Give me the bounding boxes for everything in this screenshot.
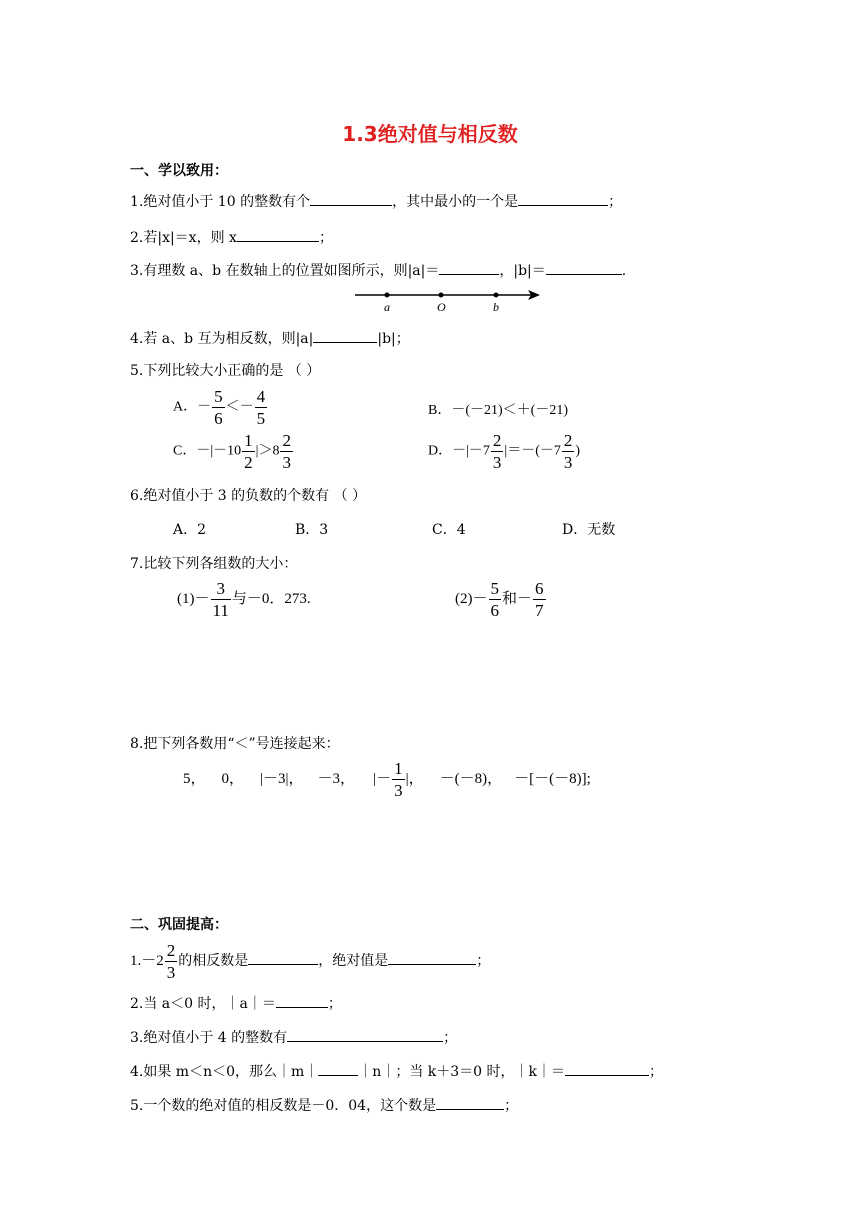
answer-blank[interactable] xyxy=(546,260,622,275)
answer-blank[interactable] xyxy=(276,993,328,1008)
question-2-5: 5.一个数的绝对值的相反数是－0．04，这个数是 ； xyxy=(130,1095,518,1115)
page-title: 1.3绝对值与相反数 xyxy=(342,122,518,146)
choice-6-d[interactable]: D．无数 xyxy=(562,522,616,538)
choice-6-a[interactable]: A．2 xyxy=(173,522,207,538)
section-heading-2: 二、巩固提高： xyxy=(130,917,228,933)
fraction: $\frac{3}{11}$ xyxy=(212,579,229,620)
answer-blank[interactable] xyxy=(287,1027,443,1042)
question-1-4: 4.若 a、b 互为相反数，则|a| |b|； xyxy=(130,328,410,348)
question-2-2: 2.当 a＜0 时，｜a｜＝ ； xyxy=(130,993,342,1013)
question-1-3: 3.有理数 a、b 在数轴上的位置如图所示，则|a|＝ ，|b|＝ . xyxy=(130,260,626,280)
fraction: $\frac{5}{6}$ xyxy=(490,579,499,620)
answer-blank[interactable] xyxy=(436,1095,504,1110)
choice-6-c[interactable]: C．4 xyxy=(432,522,466,538)
question-1-2: 2.若|x|＝x，则 x ； xyxy=(130,227,333,247)
answer-blank[interactable] xyxy=(439,260,499,275)
question-2-3: 3.绝对值小于 4 的整数有 ； xyxy=(130,1027,457,1047)
point-b xyxy=(494,293,499,298)
answer-blank[interactable] xyxy=(518,191,608,206)
point-a xyxy=(385,293,390,298)
question-1-7-stem: 7.比较下列各组数的大小： xyxy=(130,556,298,572)
answer-blank[interactable] xyxy=(313,328,377,343)
label-o: O xyxy=(437,300,446,314)
question-2-1: 1.－2 $\frac{2}{3}$ 的相反数是 ，绝对值是 ； xyxy=(130,941,491,982)
section-heading-1: 一、学以致用： xyxy=(130,163,228,179)
fraction: $\frac{5}{6}$ xyxy=(214,387,223,428)
fraction: $\frac{1}{3}$ xyxy=(394,759,403,800)
choice-6-b[interactable]: B．3 xyxy=(295,522,329,538)
question-1-6-stem: 6.绝对值小于 3 的负数的个数有 （ ） xyxy=(130,488,367,504)
question-2-4: 4.如果 m＜n＜0，那么｜m｜ ｜n｜；当 k＋3＝0 时，｜k｜＝ ； xyxy=(130,1061,663,1081)
fraction: $\frac{6}{7}$ xyxy=(535,579,544,620)
question-1-7-part-2: (2)－ $\frac{5}{6}$ 和－ $\frac{6}{7}$ xyxy=(455,579,544,620)
choice-5-a[interactable]: A．－ $\frac{5}{6}$ ＜－ $\frac{4}{5}$ xyxy=(173,387,266,428)
fraction: $\frac{2}{3}$ xyxy=(563,431,573,472)
label-b: b xyxy=(493,300,499,314)
question-1-8-stem: 8.把下列各数用“＜”号连接起来： xyxy=(130,736,340,752)
point-o xyxy=(439,293,444,298)
answer-blank[interactable] xyxy=(388,950,476,965)
fraction: $\frac{2}{3}$ xyxy=(492,431,502,472)
answer-blank[interactable] xyxy=(318,1061,358,1076)
answer-blank[interactable] xyxy=(237,227,319,242)
answer-blank[interactable] xyxy=(565,1061,649,1076)
question-1-5-stem: 5.下列比较大小正确的是 （ ） xyxy=(130,363,321,379)
fraction: $\frac{4}{5}$ xyxy=(256,387,266,428)
label-a: a xyxy=(384,300,390,314)
question-1-1: 1.绝对值小于 10 的整数有个 ，其中最小的一个是 ； xyxy=(130,191,622,211)
number-line-figure xyxy=(350,286,550,314)
choice-5-c[interactable]: C．－|－10 $\frac{1}{2}$ |＞8 $\frac{2}{3}$ xyxy=(173,431,291,472)
question-1-7-part-1: (1)－ $\frac{3}{11}$ 与－0．273. xyxy=(177,579,311,620)
fraction: $\frac{2}{3}$ xyxy=(282,431,291,472)
fraction: $\frac{1}{2}$ xyxy=(244,431,253,472)
question-1-8-items: 5， 0， |－3|， －3， |－ $\frac{1}{3}$ |， －(－8)， －[－(－8)]; xyxy=(183,759,591,800)
choice-5-b[interactable]: B．－(－21)＜＋(－21) xyxy=(428,403,568,418)
fraction: $\frac{2}{3}$ xyxy=(166,941,176,982)
choice-5-d[interactable]: D．－|－7 $\frac{2}{3}$ |＝－(－7 $\frac{2}{3}$ ) xyxy=(428,431,581,472)
answer-blank[interactable] xyxy=(248,950,318,965)
answer-blank[interactable] xyxy=(310,191,392,206)
